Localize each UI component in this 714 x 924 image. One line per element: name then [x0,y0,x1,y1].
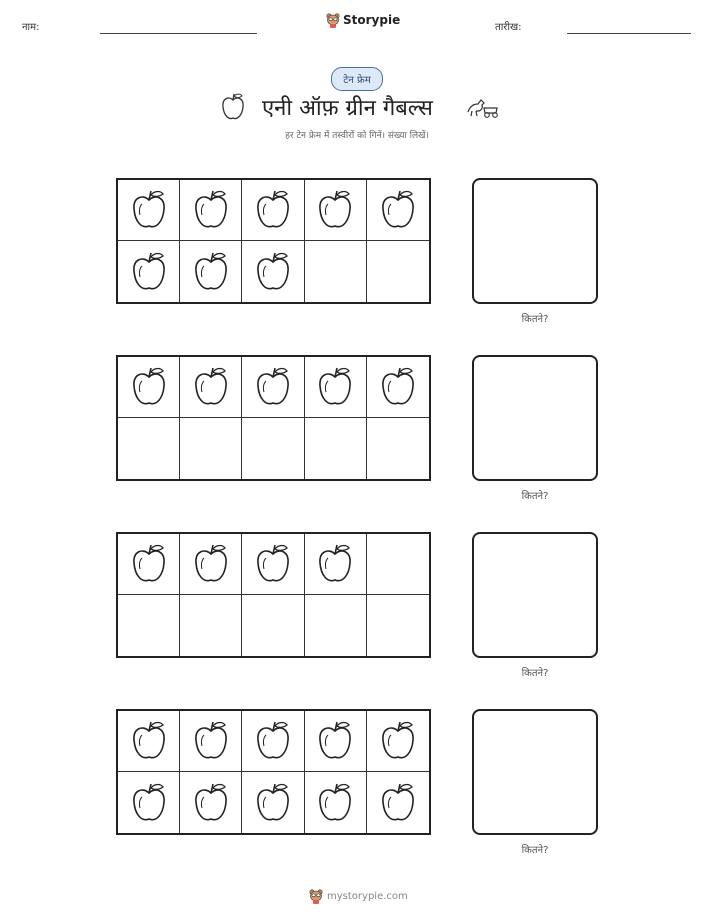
bear-mascot-icon [326,12,340,28]
apple-icon [192,542,230,586]
apple-icon [130,781,168,825]
apple-icon [254,250,292,294]
frame-cell [180,180,242,241]
frame-cell [367,357,429,418]
how-many-label-1: कितने? [521,314,549,325]
apple-icon [130,188,168,232]
apple-icon [130,542,168,586]
frame-cell [305,180,367,241]
footer-site: mystorypie.com [327,890,408,902]
apple-icon [316,188,354,232]
frame-cell [242,772,304,833]
ten-frame-1 [116,178,431,304]
apple-icon [379,719,417,763]
frame-cell [242,595,304,656]
frame-cell [305,772,367,833]
horse-carriage-icon [466,96,500,118]
ten-frame-4 [116,709,431,835]
frame-cell [367,418,429,479]
frame-cell [367,534,429,595]
frame-cell [242,357,304,418]
frame-cell [118,711,180,772]
frame-cell [367,241,429,302]
brand-name: Storypie [343,13,401,27]
apple-icon [254,719,292,763]
apple-icon [220,92,246,122]
date-label: तारीख: [495,22,522,33]
frame-cell [305,357,367,418]
frame-cell [180,357,242,418]
frame-cell [367,711,429,772]
frame-cell [180,772,242,833]
ten-frame-3 [116,532,431,658]
apple-icon [130,250,168,294]
frame-cell [180,418,242,479]
frame-cell [367,180,429,241]
frame-cell [242,418,304,479]
frame-cell [305,711,367,772]
how-many-label-2: कितने? [521,491,549,502]
worksheet-title: एनी ऑफ़ ग्रीन गैबल्स [262,96,433,121]
apple-icon [316,781,354,825]
answer-box-3[interactable] [472,532,598,658]
apple-icon [379,365,417,409]
frame-cell [180,595,242,656]
frame-cell [118,180,180,241]
frame-cell [118,772,180,833]
name-line[interactable] [100,33,257,34]
apple-icon [254,781,292,825]
frame-cell [367,772,429,833]
frame-cell [242,711,304,772]
answer-box-2[interactable] [472,355,598,481]
apple-icon [192,365,230,409]
date-line[interactable] [567,33,691,34]
apple-icon [316,719,354,763]
frame-cell [180,711,242,772]
ten-frame-2 [116,355,431,481]
instructions: हर टेन फ्रेम में तस्वीरों को गिनें। संख्या लिखें। [285,131,429,141]
footer [309,888,408,904]
frame-cell [118,241,180,302]
name-label: नाम: [22,22,40,33]
frame-cell [118,357,180,418]
frame-cell [242,180,304,241]
frame-cell [305,241,367,302]
frame-cell [180,241,242,302]
frame-cell [305,418,367,479]
apple-icon [192,781,230,825]
how-many-label-3: कितने? [521,668,549,679]
frame-cell [118,595,180,656]
apple-icon [316,542,354,586]
apple-icon [130,365,168,409]
topic-badge: टेन फ्रेम [331,67,383,91]
frame-cell [242,241,304,302]
frame-cell [180,534,242,595]
answer-box-1[interactable] [472,178,598,304]
apple-icon [192,250,230,294]
apple-icon [130,719,168,763]
apple-icon [254,188,292,232]
brand-logo [326,12,400,28]
apple-icon [379,188,417,232]
apple-icon [254,365,292,409]
answer-box-4[interactable] [472,709,598,835]
frame-cell [305,534,367,595]
frame-cell [242,534,304,595]
apple-icon [192,719,230,763]
frame-cell [367,595,429,656]
frame-cell [305,595,367,656]
how-many-label-4: कितने? [521,845,549,856]
frame-cell [118,418,180,479]
frame-cell [118,534,180,595]
apple-icon [254,542,292,586]
apple-icon [379,781,417,825]
apple-icon [316,365,354,409]
bear-mascot-icon [309,888,323,904]
apple-icon [192,188,230,232]
